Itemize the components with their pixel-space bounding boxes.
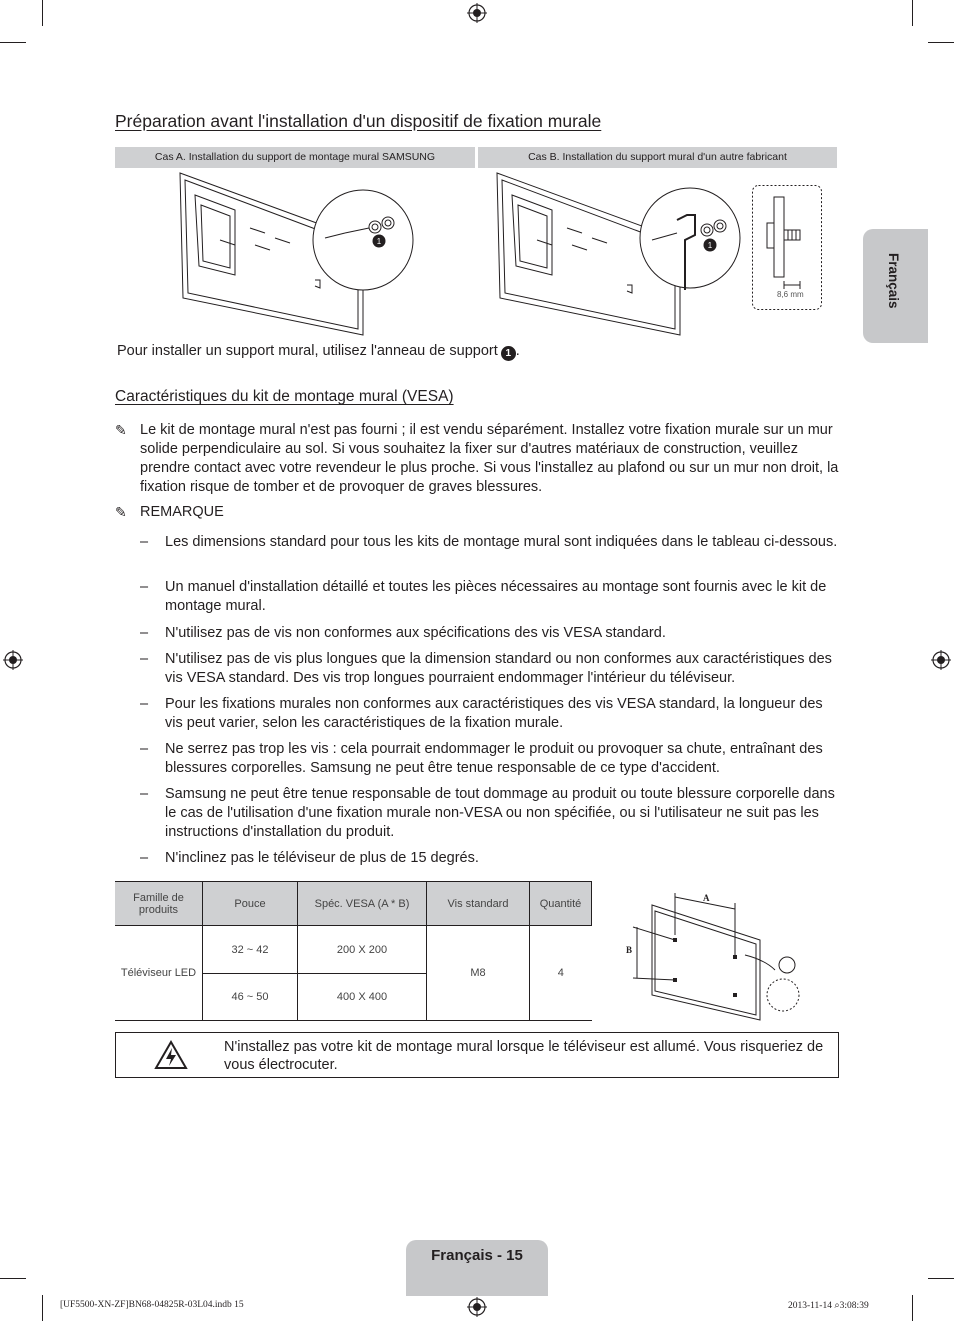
table-header-cell: Famille de produits [115,882,203,926]
list-item-text: Un manuel d'installation détaillé et toutes les pièces nécessaires au montage sont fournis avec le kit de montage mural. [165,579,827,614]
table-header-cell: Vis standard [427,882,530,926]
registration-mark-icon [3,650,23,670]
dash-marker: – [140,696,149,712]
callout-marker: 1 [376,237,382,246]
table-cell: 46 ~ 50 [203,974,298,1021]
pencil-icon: ✎ [115,504,127,520]
case-a-caption: Cas A. Installation du support de montage mural SAMSUNG [115,147,475,168]
table-cell: 4 [530,926,592,1021]
list-item [140,695,840,733]
language-side-tab [863,229,928,343]
list-item [140,578,840,616]
intro-paragraph: Le kit de montage mural n'est pas fourni ; il est vendu séparément. Installez votre fixation murale sur un mur solide perpendiculaire au sol. Si vous souhaitez la fixer sur d'autres matériaux de construction, veuillez prendre contact avec votre revendeur le plus proche. Si vous l'installez au plafond ou sur un mur non droit, la fixation risque de tomber et de provoquer de graves blessures. [140,422,839,495]
page-number-box [406,1240,548,1296]
list-item [140,650,840,688]
section-title: Préparation avant l'installation d'un dispositif de fixation murale [115,111,602,131]
page-number: Français - 15 [431,1247,523,1264]
warning-triangle-icon [154,1040,188,1070]
ring-note-text: Pour installer un support mural, utilisez l'anneau de support [117,343,498,359]
table-cell: M8 [427,926,530,1021]
list-item [140,533,840,552]
registration-mark-icon [467,1297,487,1317]
dash-marker: – [140,625,149,641]
screw-dimension-label: 8,6 mm [777,290,804,299]
list-item [140,624,840,643]
list-item [140,849,840,868]
footer-file-name: [UF5500-XN-ZF]BN68-04825R-03L04.indb 15 [60,1300,244,1310]
footer-timestamp: 2013-11-14 ⌕3:08:39 [788,1301,869,1311]
case-b-illustration [492,170,742,340]
vesa-spec-table [115,881,592,1021]
list-item-text: Samsung ne peut être tenue responsable de tout dommage au produit ou toute blessure corporelle dans le cas de l'utilisation d'une fixation murale non-VESA ou non spécifiée, ou si l'utilisateur ne suit pas les instructions d'installation du produit. [165,786,835,840]
table-header-cell: Spéc. VESA (A * B) [298,882,427,926]
crop-mark [0,42,26,43]
crop-mark [912,0,913,26]
list-item [140,740,840,778]
list-item-text: Ne serrez pas trop les vis : cela pourrait endommager le produit ou provoquer sa chute, entraînant des blessures corporelles. Samsung ne peut être tenue responsable de ce type d'accident. [165,741,823,776]
table-header-row [115,882,592,926]
callout-marker: 1 [501,346,516,361]
list-item [140,785,840,842]
vesa-dimension-diagram [615,885,815,1025]
dash-marker: – [140,579,149,595]
diagram-label-b: B [626,945,633,955]
table-cell: 32 ~ 42 [203,926,298,974]
table-row [115,926,592,974]
warning-text: N'installez pas votre kit de montage mural lorsque le téléviseur est allumé. Vous risqueriez de vous électrocuter. [224,1039,824,1073]
table-cell: 400 X 400 [298,974,427,1021]
list-item-text: N'utilisez pas de vis plus longues que la dimension standard ou non conformes aux caractéristiques des vis VESA standard. Des vis trop longues pourraient endommager l'intérieur du téléviseur. [165,651,832,686]
crop-mark [928,1278,954,1279]
crop-mark [928,42,954,43]
table-header-cell: Quantité [530,882,592,926]
diagram-label-a: A [703,893,710,903]
dash-marker: – [140,741,149,757]
ring-note [117,343,520,361]
callout-marker: 1 [707,241,713,250]
crop-mark [42,0,43,26]
dash-marker: – [140,534,149,550]
list-item-text: N'utilisez pas de vis non conformes aux spécifications des vis VESA standard. [165,625,666,641]
crop-mark [42,1295,43,1321]
language-side-tab-label: Français [886,253,901,309]
registration-mark-icon [467,3,487,23]
table-cell: 200 X 200 [298,926,427,974]
list-item-text: N'inclinez pas le téléviseur de plus de 15 degrés. [165,850,479,866]
dash-marker: – [140,651,149,667]
pencil-icon: ✎ [115,422,127,438]
ring-note-end: . [515,343,520,359]
table-cell: Téléviseur LED [115,926,203,1021]
case-b-caption: Cas B. Installation du support mural d'un autre fabricant [478,147,837,168]
remark-label: REMARQUE [140,504,224,520]
vesa-section-title: Caractéristiques du kit de montage mural (VESA) [115,388,454,405]
list-item-text: Les dimensions standard pour tous les kits de montage mural sont indiquées dans le tableau ci-dessous. [165,534,838,550]
dash-marker: – [140,786,149,802]
crop-mark [0,1278,26,1279]
list-item-text: Pour les fixations murales non conformes aux caractéristiques des vis VESA standard, la longueur des vis peut varier, selon les caractéristiques de la fixation murale. [165,696,823,731]
warning-box [115,1032,839,1078]
table-header-cell: Pouce [203,882,298,926]
crop-mark [912,1295,913,1321]
dash-marker: – [140,850,149,866]
case-a-illustration [175,170,420,340]
registration-mark-icon [931,650,951,670]
